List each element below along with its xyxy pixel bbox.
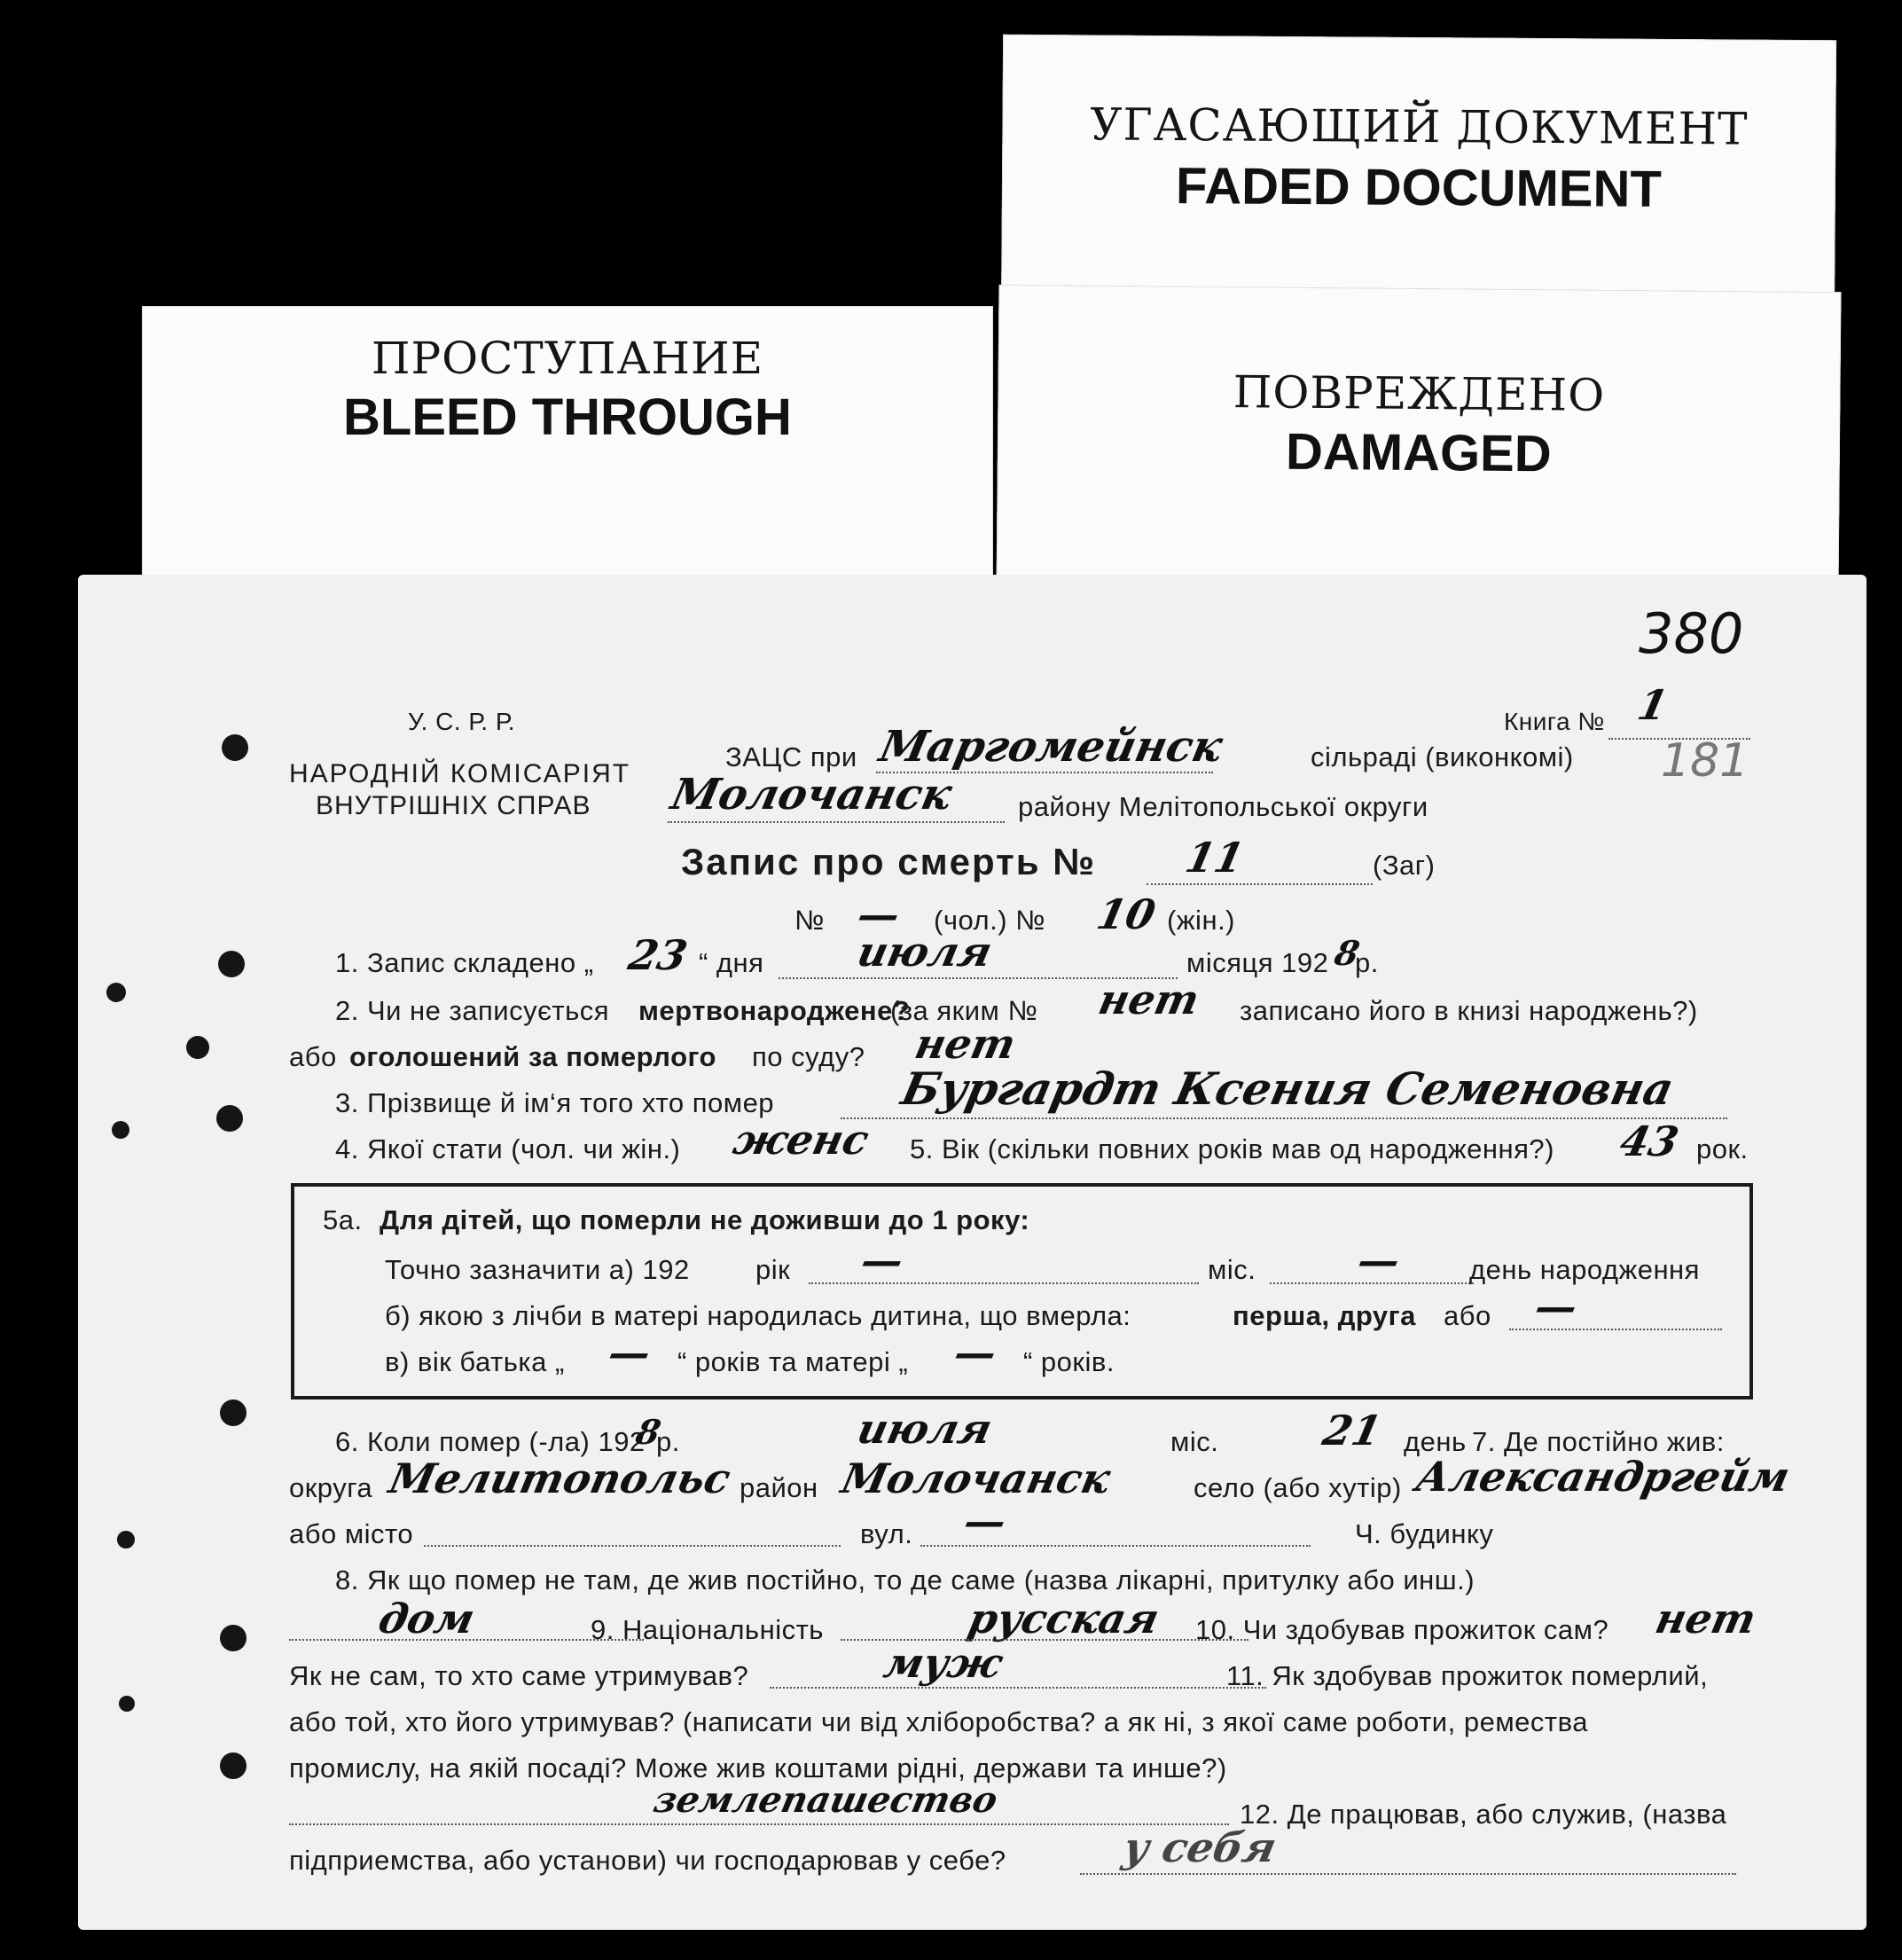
q5a-line1-a: Точно зазначити а) 192 [385,1254,690,1285]
record-number: 11 [1181,834,1248,882]
archive-page-number: 380 [1639,601,1744,666]
q9-answer: русская [964,1595,1163,1642]
q7-vul-label: вул. [860,1518,913,1549]
q10-answer: нет [1651,1595,1761,1642]
punch-hole [119,1696,135,1712]
q11-line1: 11. Як здобував прожиток померлий, [1226,1660,1709,1691]
faded-document-label [1001,35,1836,325]
q4-label: 4. Якої стати (чол. чи жін.) [335,1133,681,1164]
q2b-text-a: або [289,1041,337,1072]
q5a-line2-bold: перша, друга [1233,1300,1416,1331]
q5-label: 5. Вік (скільки повних років мав од народження?) [910,1133,1554,1164]
q1-text-a: 1. Запис складено „ [335,947,594,978]
punch-hole [220,1625,247,1651]
record-suffix: (Заг) [1373,850,1436,881]
punch-hole [220,1399,247,1426]
q7-rayon-label: район [740,1472,818,1503]
q2-bold: мертвонароджене? [638,995,911,1026]
q6-text-b: р. [656,1426,680,1457]
punch-hole [216,1105,243,1132]
record-title: Запис про смерть № [681,841,1096,882]
q5a-father-dash: — [604,1329,655,1376]
q6-month: июля [853,1405,997,1453]
q6-text-d: день [1404,1426,1467,1457]
q6-text-a: 6. Коли помер (-ла) 192 [335,1426,646,1457]
q12-line1: 12. Де працював, або служив, (назва [1240,1799,1727,1830]
q1-text-c: місяця 192 [1186,947,1329,978]
male-label: (чол.) № [934,905,1045,936]
village-name: Маргомейнск [875,722,1227,772]
q5a-line3-c: “ років. [1023,1346,1115,1377]
agency-line1: НАРОДНІЙ КОМІСАРІЯТ [289,759,631,788]
punch-hole [220,1752,247,1779]
punch-hole [117,1531,135,1548]
q11-answer: землепашество [650,1779,1002,1821]
infant-section-box [291,1183,1753,1399]
q5a-line1-b: рік [755,1254,791,1285]
q8-answer: дом [374,1595,480,1642]
q6-year: 8 [632,1412,665,1452]
q5a-line3-b: “ років та матері „ [677,1346,909,1377]
dotted-line [668,821,1005,823]
faded-label-ru: УГАСАЮЩИЙ ДОКУМЕНТ [1090,98,1749,155]
q5a-title: Для дітей, що померли не доживши до 1 року: [380,1204,1030,1235]
punch-hole [222,734,248,761]
dotted-line [424,1545,841,1547]
q5a-line1-d: день народження [1469,1254,1700,1285]
q2-text-b: (за яким № [890,995,1038,1026]
q12-line2: підприемства, або установи) чи господарював у себе? [289,1845,1006,1876]
q5a-order-dash: — [1530,1282,1582,1330]
dotted-line [1147,883,1373,885]
district-suffix: району Мелітопольської округи [1018,791,1428,822]
q5a-line1-c: міс. [1208,1254,1256,1285]
punch-hole [106,983,126,1002]
q12-answer: у себя [1119,1823,1281,1871]
archive-page-number-secondary: 181 [1661,734,1749,788]
q7-okruha-label: округа [289,1472,373,1503]
q7-selo-label: село (або хутір) [1194,1472,1402,1503]
q7-misto-label: або місто [289,1518,414,1549]
q2b-bold: оголошений за померлого [349,1041,716,1072]
q1-text-d: р. [1355,947,1379,978]
dotted-line [770,1687,1266,1689]
q7-rayon: Молочанск [837,1454,1115,1502]
q1-month: июля [853,928,997,976]
q3-answer: Бургардт Ксения Семеновна [896,1062,1679,1115]
q5a-line2-a: б) якою з лічби в матері народилась дитина, що вмерла: [385,1300,1131,1331]
punch-hole [218,951,245,977]
district-name: Молочанск [667,770,957,819]
dotted-line [1608,738,1750,740]
q10b-label: Як не сам, то хто саме утримував? [289,1660,749,1691]
q5a-line3-a: в) вік батька „ [385,1346,565,1377]
dotted-line [809,1282,1199,1284]
q1-text-b: “ дня [699,947,764,978]
q2b-answer: нет [911,1020,1021,1068]
q1-year: 8 [1331,933,1364,973]
agency-line2: ВНУТРІШНІХ СПРАВ [316,791,591,820]
dotted-line [289,1823,1229,1825]
punch-hole [112,1121,129,1139]
damaged-label-en: DAMAGED [1285,422,1552,483]
q7-okruha: Мелитопольс [385,1454,735,1502]
country-abbr: У. С. Р. Р. [408,708,516,735]
q5-age: 43 [1616,1117,1683,1165]
dotted-line [1270,1282,1474,1284]
damaged-label [997,285,1842,593]
q8-text: 8. Як що помер не там, де жив постійно, то де саме (назва лікарні, притулку або инш.) [335,1564,1475,1595]
q5a-line2-b: або [1444,1300,1491,1331]
bleed-label-en: BLEED THROUGH [343,388,792,446]
bleed-label-ru: ПРОСТУПАНИЕ [371,333,764,384]
dotted-line [920,1545,1311,1547]
q7-vul-dash: — [959,1497,1011,1545]
q7-budynok-label: Ч. будинку [1355,1518,1494,1549]
dotted-line [1509,1329,1722,1330]
q11-line2: або той, хто його утримував? (написати чи від хліборобства? а як ні, з якої саме роботи, ремества [289,1706,1588,1737]
q5a-mother-dash: — [950,1329,1001,1376]
q11-line3: промислу, на якій посаді? Може жив коштами рідні, держави та инше?) [289,1752,1227,1784]
q5a-number: 5а. [323,1204,363,1235]
death-record-form [78,575,1867,1930]
q7-label: 7. Де постійно жив: [1472,1426,1725,1457]
dotted-line [1080,1873,1736,1875]
q2-text-a: 2. Чи не записується [335,995,610,1026]
punch-hole [186,1036,209,1059]
q3-label: 3. Прізвище й ім‘я того хто помер [335,1087,775,1118]
zags-label: ЗАЦС при [725,741,857,772]
q2-answer: нет [1094,976,1204,1023]
bleed-through-label [142,306,993,590]
book-number: 1 [1633,681,1672,729]
female-label: (жін.) [1167,905,1236,936]
dotted-line [841,1117,1727,1119]
male-number: — [853,890,904,938]
q5a-year-dash: — [857,1236,908,1284]
faded-label-en: FADED DOCUMENT [1175,157,1663,218]
q1-day: 23 [624,931,692,979]
q5-rok: рок. [1696,1133,1749,1164]
village-suffix: сільраді (виконкомі) [1311,741,1574,772]
book-label: Книга № [1504,708,1605,735]
q2b-text-b: по суду? [752,1041,865,1072]
q10b-answer: муж [880,1639,1007,1687]
no-label: № [794,905,825,936]
q10-label: 10. Чи здобував прожиток сам? [1195,1614,1609,1645]
q5a-month-dash: — [1353,1236,1405,1284]
damaged-label-ru: ПОВРЕЖДЕНО [1233,366,1606,421]
q2-text-c: записано його в книзі народжень?) [1240,995,1698,1026]
q6-text-c: міс. [1170,1426,1219,1457]
q6-day: 21 [1319,1407,1386,1454]
female-number: 10 [1092,890,1160,938]
q7-selo: Александргейм [1412,1453,1795,1501]
q4-answer: женс [729,1116,873,1164]
q9-label: 9. Національність [591,1614,824,1645]
